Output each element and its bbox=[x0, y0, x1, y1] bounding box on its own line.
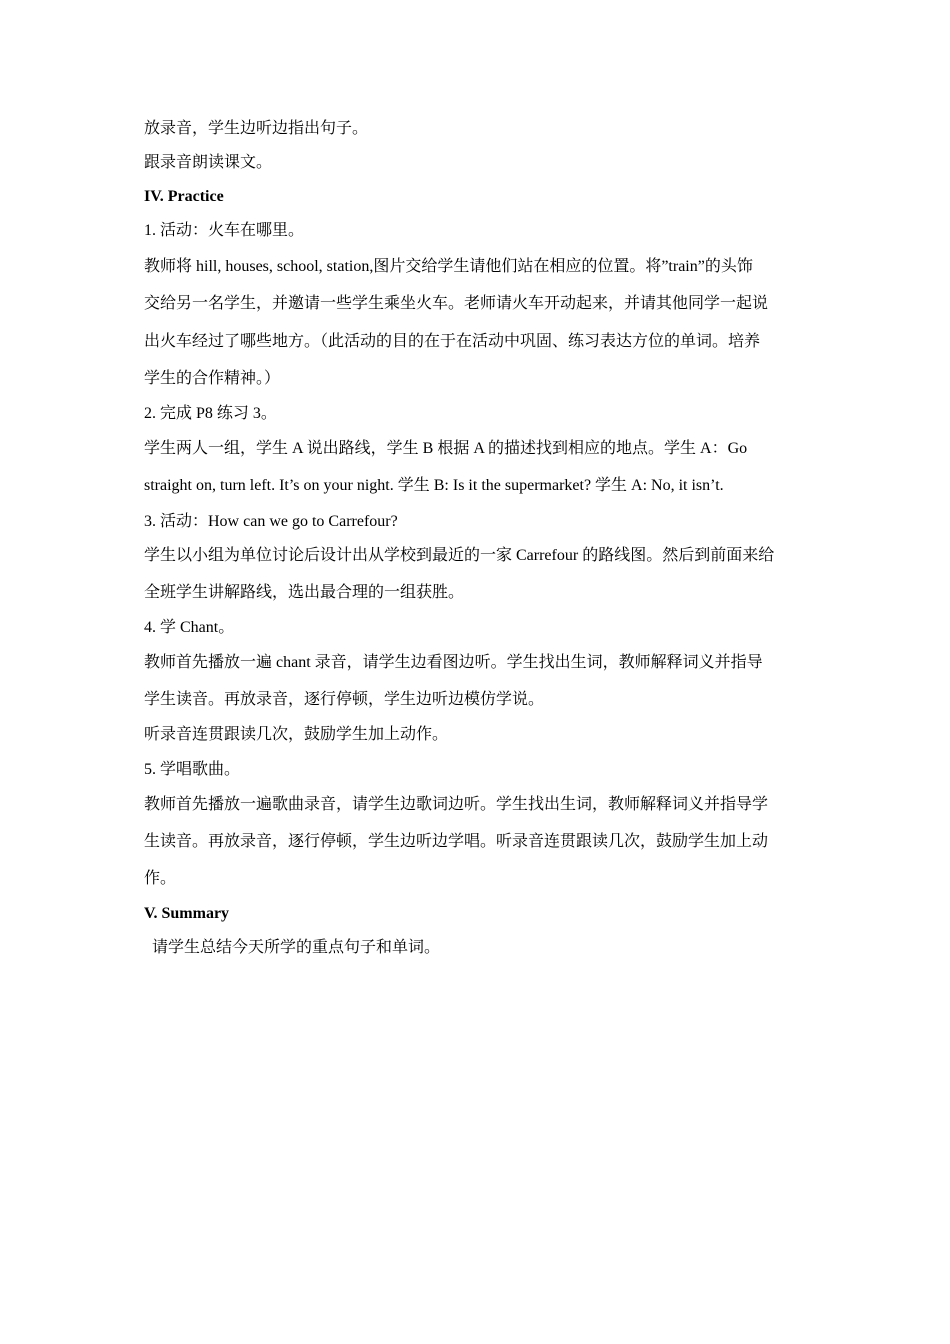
text-line: 学生两人一组，学生 A 说出路线，学生 B 根据 A 的描述找到相应的地点。学生 A：Go bbox=[144, 440, 748, 457]
text-line: 生读音。再放录音，逐行停顿，学生边听边学唱。听录音连贯跟读几次，鼓励学生加上动 bbox=[144, 833, 769, 850]
text-line: 放录音，学生边听边指出句子。 bbox=[144, 120, 369, 137]
text-line: 请学生总结今天所学的重点句子和单词。 bbox=[152, 939, 441, 956]
list-item-title: 2. 完成 P8 练习 3。 bbox=[144, 405, 277, 422]
text-line: 跟录音朗读课文。 bbox=[144, 154, 273, 171]
section-heading-practice: IV. Practice bbox=[144, 188, 224, 205]
section-heading-summary: V. Summary bbox=[144, 905, 230, 922]
text-line: 学生以小组为单位讨论后设计出从学校到最近的一家 Carrefour 的路线图。然后到前面来给 bbox=[144, 547, 775, 564]
text-line: 全班学生讲解路线，选出最合理的一组获胜。 bbox=[144, 584, 465, 601]
text-line: 学生的合作精神。） bbox=[144, 370, 281, 387]
list-item-title: 3. 活动：How can we go to Carrefour? bbox=[144, 513, 398, 530]
text-line: 教师将 hill, houses, school, station,图片交给学生请他们站在相应的位置。将”train”的头饰 bbox=[144, 258, 753, 275]
text-line: 听录音连贯跟读几次，鼓励学生加上动作。 bbox=[144, 726, 449, 743]
text-line: 作。 bbox=[144, 870, 177, 887]
text-line: 教师首先播放一遍 chant 录音，请学生边看图边听。学生找出生词，教师解释词义并指导 bbox=[144, 654, 763, 671]
list-item-title: 5. 学唱歌曲。 bbox=[144, 761, 241, 778]
text-line: straight on, turn left. It’s on your night. 学生 B: Is it the supermarket? 学生 A: No, it isn’t. bbox=[144, 477, 724, 494]
text-line: 出火车经过了哪些地方。（此活动的目的在于在活动中巩固、练习表达方位的单词。培养 bbox=[144, 333, 761, 350]
text-line: 教师首先播放一遍歌曲录音，请学生边歌词边听。学生找出生词，教师解释词义并指导学 bbox=[144, 796, 769, 813]
list-item-title: 1. 活动：火车在哪里。 bbox=[144, 222, 305, 239]
list-item-title: 4. 学 Chant。 bbox=[144, 619, 235, 636]
text-line: 学生读音。再放录音，逐行停顿，学生边听边模仿学说。 bbox=[144, 691, 545, 708]
text-line: 交给另一名学生，并邀请一些学生乘坐火车。老师请火车开动起来，并请其他同学一起说 bbox=[144, 295, 769, 312]
